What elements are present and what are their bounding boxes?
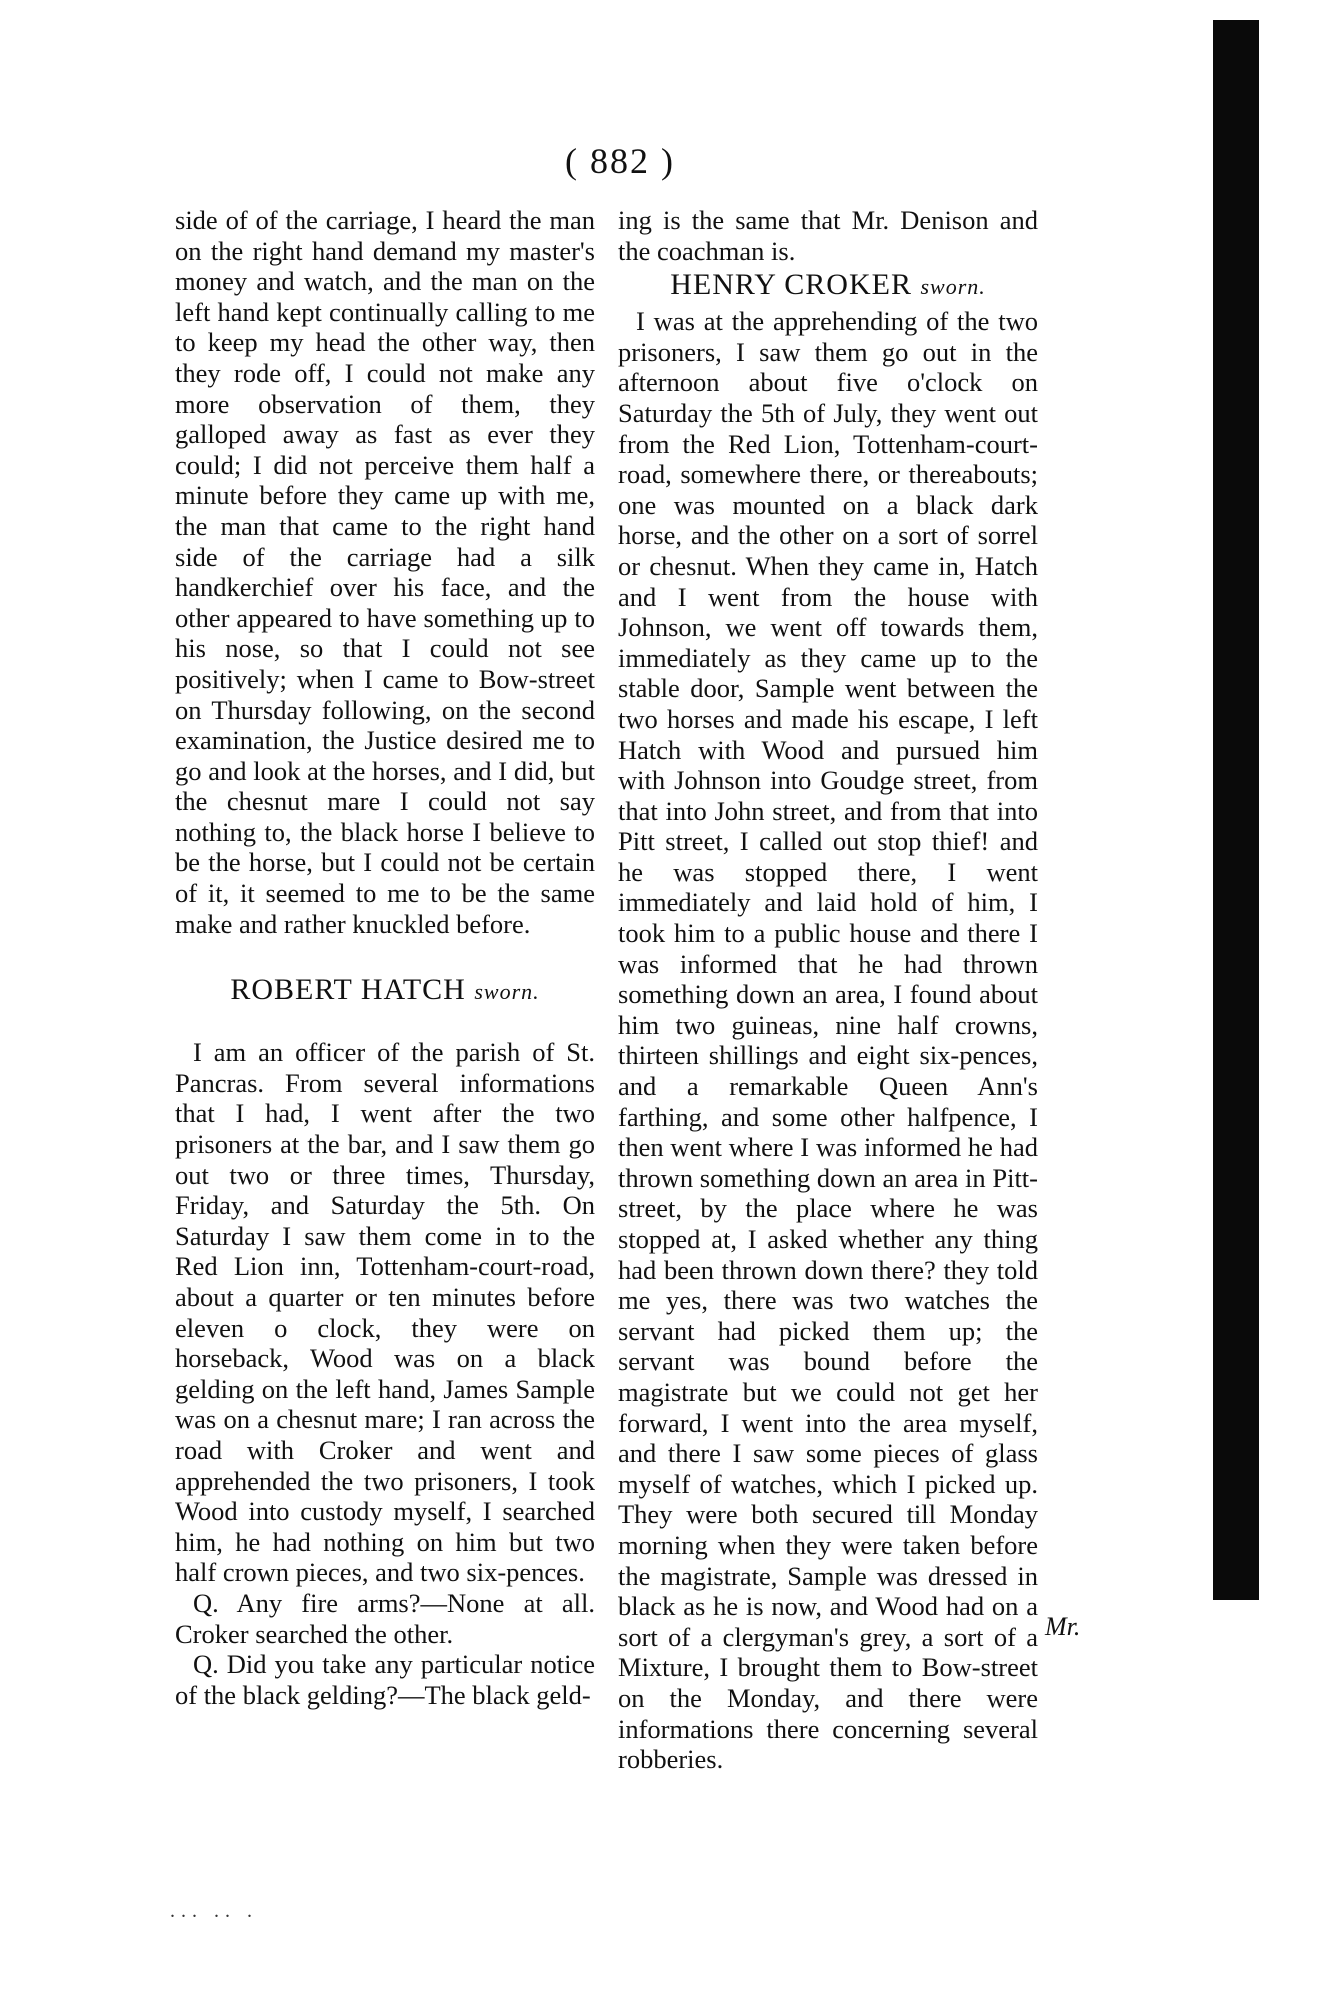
testimony-paragraph: I am an officer of the parish of St. Pancras. From several informations that I had, I went after the two prisoners at the bar, and I saw them go out two or three times, Thursday, Friday, and Saturday the 5th. On Saturday I saw them come in to the Red Lion inn, Tottenham-court-road, about a quarter or ten minutes before eleven o clock, they were on horseback, Wood was on a black gelding on the left hand, James Sample was on a chesnut mare; I ran across the road with Croker and went and apprehended the two prisoners, I took Wood into custody myself, I searched him, he had nothing on him but two half crown pieces, and two six-pences. [175, 1037, 595, 1588]
print-specks: ... .. . [170, 1900, 258, 1922]
testimony-paragraph: ing is the same that Mr. Denison and the coachman is. [618, 205, 1038, 266]
witness-heading [175, 973, 595, 1009]
witness-name: HENRY CROKER [670, 268, 912, 302]
witness-heading [618, 268, 1038, 304]
right-column [618, 205, 1038, 1775]
sworn-label: sworn. [920, 274, 986, 300]
page-number: ( 882 ) [565, 141, 675, 181]
catchword: Mr. [1045, 1612, 1081, 1641]
question-paragraph: Q. Any fire arms?—None at all. Croker searched the other. [175, 1587, 595, 1649]
sworn-label: sworn. [474, 979, 540, 1005]
testimony-paragraph: side of of the carriage, I heard the man on the right hand demand my master's money and watch, and the man on the left hand kept continually calling to me to keep my head the other way, then they rode off, I could not make any more observation of them, they galloped away as fast as ever they could; I did not perceive them half a minute before they came up with me, the man that came to the right hand side of the carriage had a silk handkerchief over his face, and the other appeared to have something up to his nose, so that I could not see positively; when I came to Bow-street on Thursday following, on the second examination, the Justice desired me to go and look at the horses, and I did, but the chesnut mare I could not say nothing to, the black horse I believe to be the horse, but I could not be certain of it, it seemed to me to be the same make and rather knuckled before. [175, 205, 595, 939]
question-paragraph: Q. Did you take any particular notice of the black gelding?—The black geld- [175, 1649, 595, 1710]
page-edge-shadow [1213, 20, 1259, 1600]
left-column [175, 205, 595, 1710]
testimony-paragraph: I was at the apprehending of the two prisoners, I saw them go out in the afternoon about five o'clock on Saturday the 5th of July, they went out from the Red Lion, Tottenham-court-road, somewhere there, or thereabouts; one was mounted on a black dark horse, and the other on a sort of sorrel or chesnut. When they came in, Hatch and I went from the house with Johnson, we went off towards them, immediately as they came up to the stable door, Sample went between the two horses and made his escape, I left Hatch with Wood and pursued him with Johnson into Goudge street, from that into John street, and from that into Pitt street, I called out stop thief! and he was stopped there, I went immediately and laid hold of him, I took him to a public house and there I was informed that he had thrown something down an area, I found about him two guineas, nine half crowns, thirteen shillings and eight six-pences, and a remarkable Queen Ann's farthing, and some other halfpence, I then went where I was informed he had thrown something down an area in Pitt-street, by the place where he was stopped at, I asked whether any thing had been thrown down there? they told me yes, there was two watches the servant had picked them up; the servant was bound before the magistrate but we could not get her forward, I went into the area myself, and there I saw some pieces of glass myself of watches, which I picked up. They were both secured till Monday morning when they were taken before the magistrate, Sample was dressed in black as he is now, and Wood had on a sort of a clergyman's grey, a sort of a Mixture, I brought them to Bow-street on the Monday, and there were informations there concerning several robberies. [618, 306, 1038, 1775]
witness-name: ROBERT HATCH [230, 973, 466, 1007]
